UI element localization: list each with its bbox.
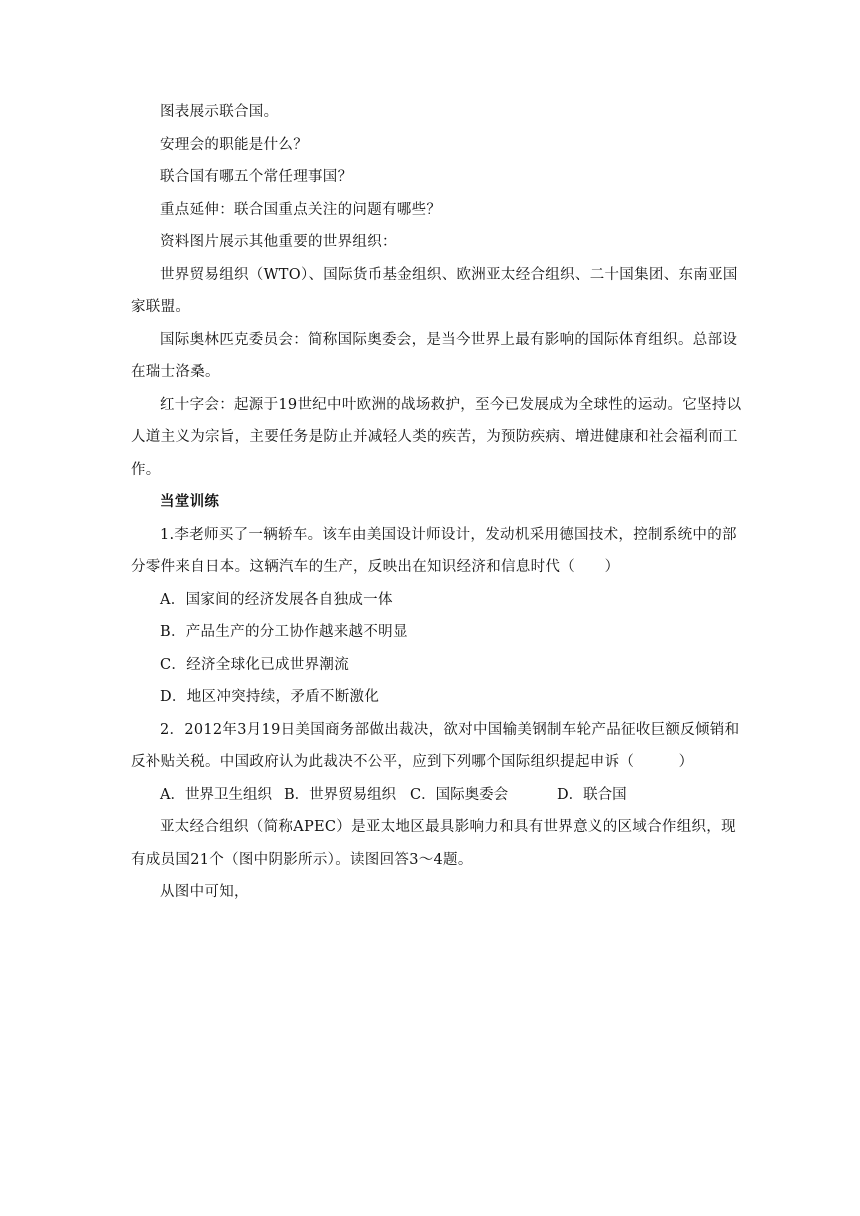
question-2-stem: 2．2012年3月19日美国商务部做出裁决，欲对中国输美钢制车轮产品征收巨额反倾销和反补贴关税。中国政府认为此裁决不公平，应到下列哪个国际组织提起申诉（ ）	[131, 721, 740, 770]
paragraph-ioc: 国际奥林匹克委员会：简称国际奥委会，是当今世界上最有影响的国际体育组织。总部设在瑞士洛桑。	[131, 331, 738, 380]
paragraph-security-council: 安理会的职能是什么？	[160, 136, 308, 153]
question-1-option-d: D．地区冲突持续，矛盾不断激化	[160, 689, 380, 705]
question-1-option-a: A．国家间的经济发展各自独成一体	[160, 591, 393, 608]
question-1-stem: 1.李老师买了一辆轿车。该车由美国设计师设计，发动机采用德国技术，控制系统中的部分零件来自日本。这辆汽车的生产，反映出在知识经济和信息时代（ ）	[131, 526, 737, 575]
paragraph-key-extension: 重点延伸：联合国重点关注的问题有哪些？	[160, 201, 442, 218]
question-1-option-b: B．产品生产的分工协作越来越不明显	[160, 624, 408, 640]
paragraph-wto-list: 世界贸易组织（WTO）、国际货币基金组织、欧洲亚太经合组织、二十国集团、东南亚国家联盟。	[131, 266, 738, 315]
question-2-option-c: C．国际奥委会	[410, 786, 509, 803]
paragraph-un-chart: 图表展示联合国。	[160, 104, 279, 120]
paragraph-red-cross: 红十字会：起源于19世纪中叶欧洲的战场救护，至今已发展成为全球性的运动。它坚持以人道主义为宗旨，主要任务是防止并减轻人类的疾苦，为预防疾病、增进健康和社会福利而工作。	[131, 396, 742, 478]
section-heading-practice: 当堂训练	[160, 494, 220, 510]
paragraph-permanent-members: 联合国有哪五个常任理事国？	[160, 169, 353, 185]
question-2-option-b: B．世界贸易组织	[284, 786, 397, 803]
paragraph-other-organizations: 资料图片展示其他重要的世界组织：	[160, 234, 397, 250]
document-body	[131, 96, 745, 909]
question-2-option-d: D．联合国	[557, 786, 627, 803]
question-2-option-a: A．世界卫生组织	[160, 786, 272, 803]
paragraph-closing: 从图中可知，	[160, 884, 249, 900]
question-2-options	[131, 779, 745, 812]
question-1-option-c: C．经济全球化已成世界潮流	[160, 656, 349, 673]
paragraph-apec-intro: 亚太经合组织（简称APEC）是亚太地区最具影响力和具有世界意义的区域合作组织，现有成员国21个（图中阴影所示）。读图回答3～4题。	[131, 819, 736, 868]
